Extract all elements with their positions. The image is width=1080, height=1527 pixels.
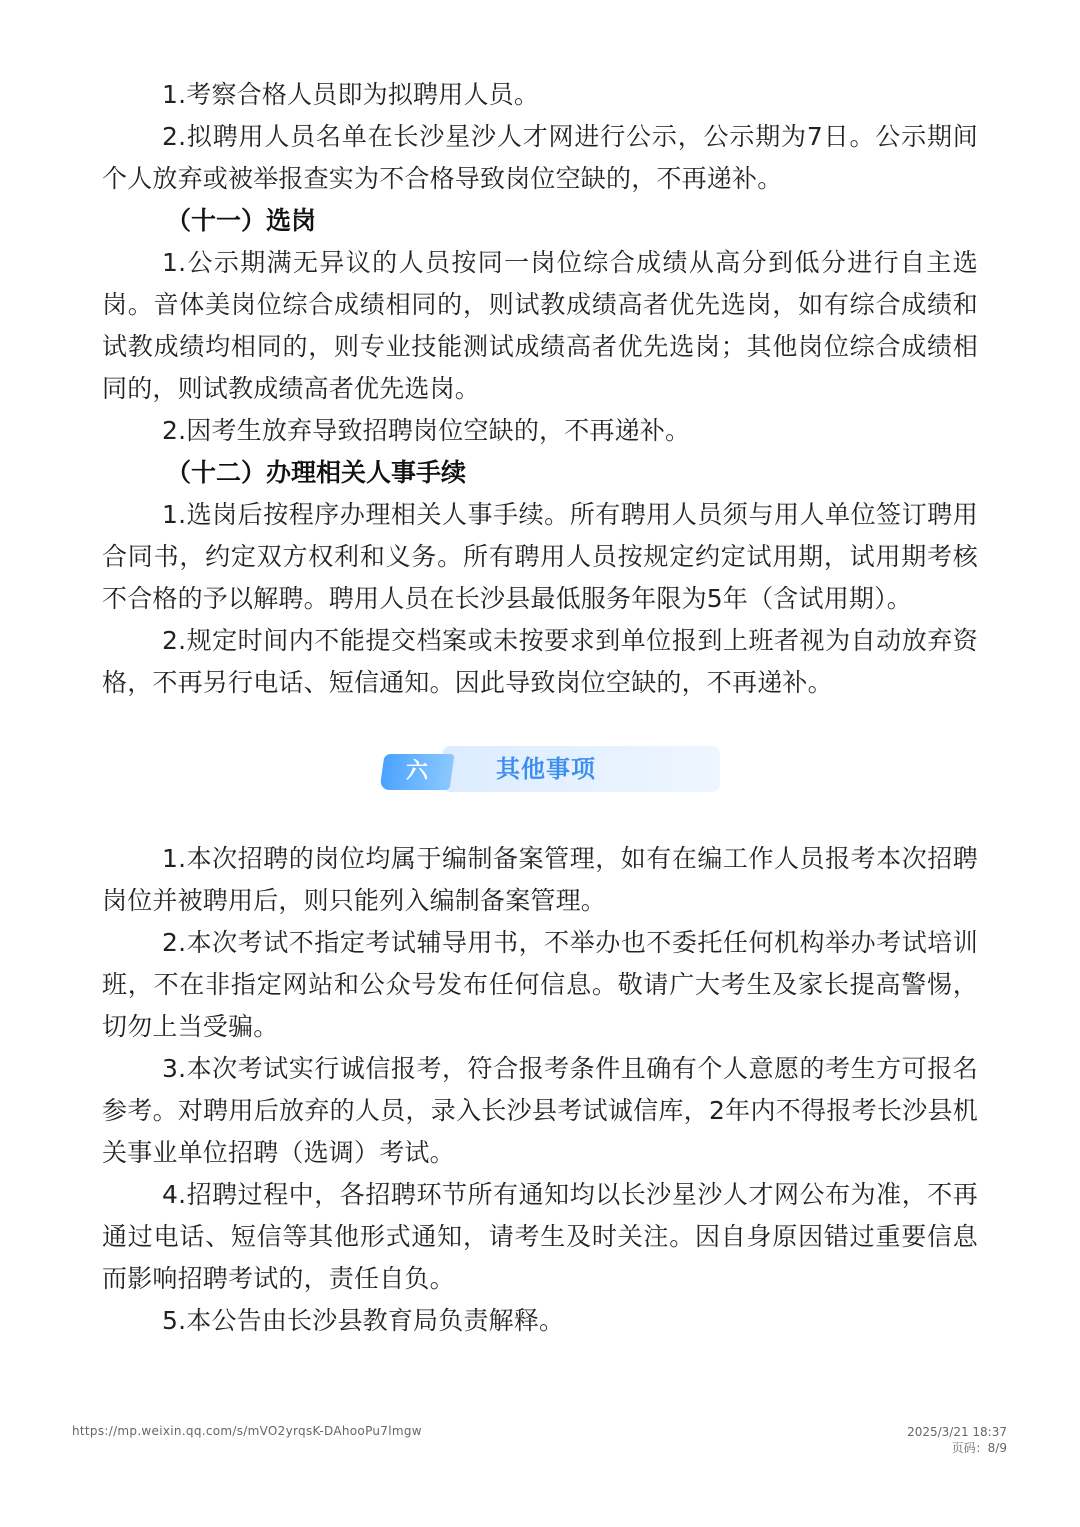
section-heading: （十一）选岗 [166, 206, 317, 235]
section-title: 其他事项 [496, 755, 596, 783]
paragraph: 1.公示期满无异议的人员按同一岗位综合成绩从高分到低分进行自主选岗。音体美岗位综合成绩相同的，则试教成绩高者优先选岗，如有综合成绩和试教成绩均相同的，则专业技能测试成绩高者优先选岗；其他岗位综合成绩相同的，则试教成绩高者优先选岗。 [102, 248, 978, 403]
section-number: 六 [405, 759, 428, 784]
paragraph: 2.规定时间内不能提交档案或未按要求到单位报到上班者视为自动放弃资格，不再另行电话、短信通知。因此导致岗位空缺的，不再递补。 [102, 626, 978, 697]
section-heading: （十二）办理相关人事手续 [166, 458, 467, 487]
list-item: 1.本次招聘的岗位均属于编制备案管理，如有在编工作人员报考本次招聘岗位并被聘用后，则只能列入编制备案管理。 [102, 844, 978, 915]
paragraph: 2.拟聘用人员名单在长沙星沙人才网进行公示，公示期为7日。公示期间个人放弃或被举报查实为不合格导致岗位空缺的，不再递补。 [102, 122, 978, 193]
section-number-badge [379, 754, 454, 790]
paragraph: 1.考察合格人员即为拟聘用人员。 [162, 80, 540, 109]
section-banner [102, 744, 978, 794]
document-body [102, 74, 978, 1342]
paragraph: 2.因考生放弃导致招聘岗位空缺的，不再递补。 [162, 416, 691, 445]
footer-url[interactable]: https://mp.weixin.qq.com/s/mVO2yrqsK-DAhooPu7lmgw [72, 1424, 422, 1438]
footer-meta [907, 1424, 1007, 1456]
list-item: 2.本次考试不指定考试辅导用书，不举办也不委托任何机构举办考试培训班，不在非指定网站和公众号发布任何信息。敬请广大考生及家长提高警惕，切勿上当受骗。 [102, 928, 978, 1041]
list-item: 3.本次考试实行诚信报考，符合报考条件且确有个人意愿的考生方可报名参考。对聘用后放弃的人员，录入长沙县考试诚信库，2年内不得报考长沙县机关事业单位招聘（选调）考试。 [102, 1054, 978, 1167]
footer-datetime: 2025/3/21 18:37 [907, 1425, 1007, 1439]
paragraph: 1.选岗后按程序办理相关人事手续。所有聘用人员须与用人单位签订聘用合同书，约定双方权利和义务。所有聘用人员按规定约定试用期，试用期考核不合格的予以解聘。聘用人员在长沙县最低服务年限为5年（含试用期）。 [102, 500, 978, 613]
footer-page-number: 页码：8/9 [951, 1441, 1007, 1455]
list-item: 4.招聘过程中，各招聘环节所有通知均以长沙星沙人才网公布为准，不再通过电话、短信等其他形式通知，请考生及时关注。因自身原因错过重要信息而影响招聘考试的，责任自负。 [102, 1180, 978, 1293]
list-item: 5.本公告由长沙县教育局负责解释。 [162, 1306, 565, 1335]
